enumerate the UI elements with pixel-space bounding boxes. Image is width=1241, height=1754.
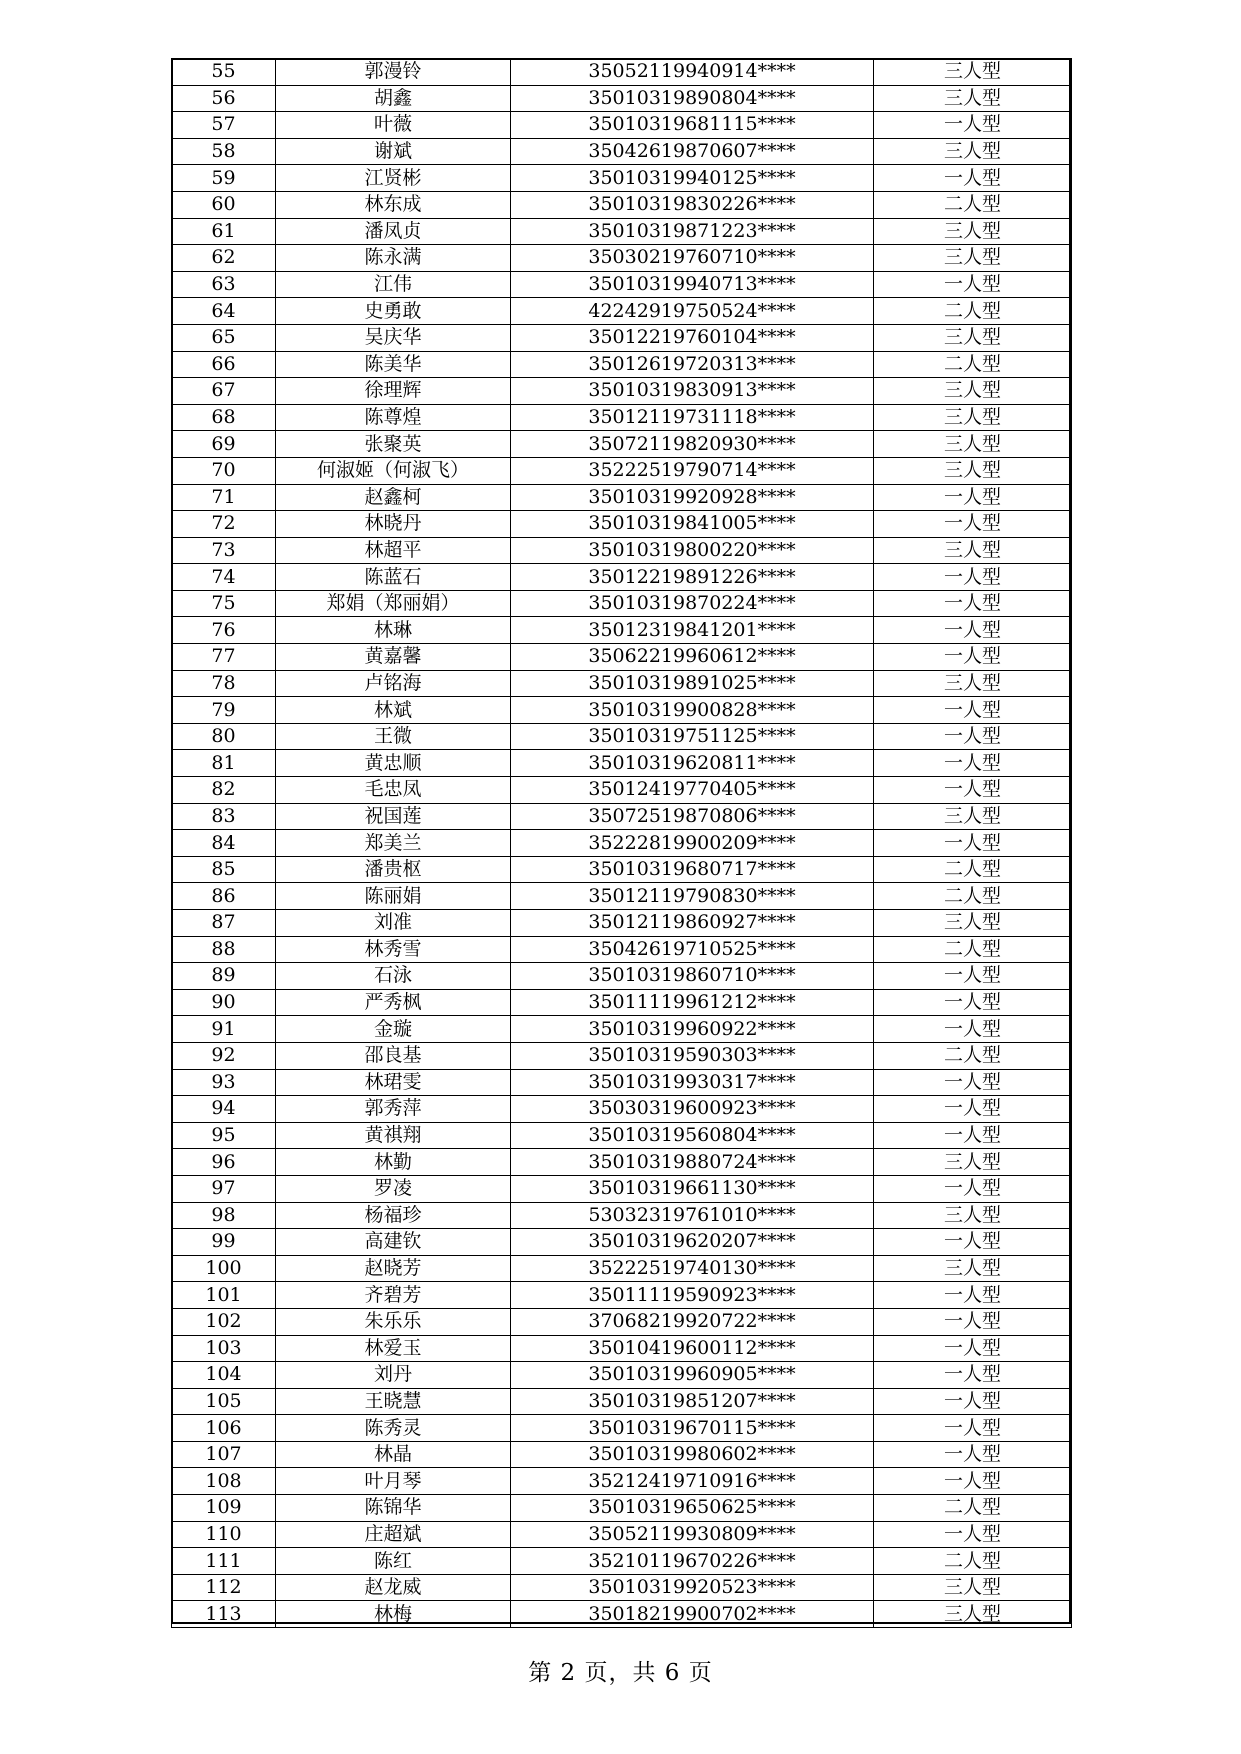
cell-index: 111 — [172, 1548, 276, 1575]
cell-index: 96 — [172, 1149, 276, 1176]
cell-name: 毛忠凤 — [276, 777, 511, 804]
cell-index: 56 — [172, 85, 276, 112]
cell-index: 76 — [172, 617, 276, 644]
cell-id-number: 35042619710525**** — [511, 936, 874, 963]
cell-type: 三人型 — [874, 378, 1072, 405]
cell-name: 郑美兰 — [276, 830, 511, 857]
cell-name: 谢斌 — [276, 138, 511, 165]
cell-type: 三人型 — [874, 1601, 1072, 1628]
cell-index: 62 — [172, 245, 276, 272]
table-row — [172, 1202, 1072, 1229]
cell-type: 一人型 — [874, 617, 1072, 644]
cell-index: 67 — [172, 378, 276, 405]
cell-name: 林珺雯 — [276, 1069, 511, 1096]
table-body — [172, 59, 1072, 1628]
cell-id-number: 35010319661130**** — [511, 1175, 874, 1202]
cell-type: 二人型 — [874, 936, 1072, 963]
cell-index: 59 — [172, 165, 276, 192]
cell-name: 石泳 — [276, 963, 511, 990]
cell-type: 三人型 — [874, 324, 1072, 351]
cell-name: 史勇敢 — [276, 298, 511, 325]
cell-type: 一人型 — [874, 777, 1072, 804]
cell-id-number: 35010319590303**** — [511, 1042, 874, 1069]
table-row — [172, 191, 1072, 218]
cell-type: 三人型 — [874, 245, 1072, 272]
cell-index: 100 — [172, 1255, 276, 1282]
table-row — [172, 936, 1072, 963]
cell-name: 叶月琴 — [276, 1468, 511, 1495]
cell-id-number: 35011119961212**** — [511, 989, 874, 1016]
table-row — [172, 1149, 1072, 1176]
cell-index: 71 — [172, 484, 276, 511]
cell-name: 陈美华 — [276, 351, 511, 378]
table-row — [172, 883, 1072, 910]
table-row — [172, 59, 1072, 86]
table-row — [172, 777, 1072, 804]
cell-index: 72 — [172, 511, 276, 538]
table-row — [172, 271, 1072, 298]
cell-name: 郭秀萍 — [276, 1096, 511, 1123]
table-row — [172, 298, 1072, 325]
table-row — [172, 1335, 1072, 1362]
cell-id-number: 42242919750524**** — [511, 298, 874, 325]
cell-id-number: 35222519740130**** — [511, 1255, 874, 1282]
cell-id-number: 35012619720313**** — [511, 351, 874, 378]
cell-index: 69 — [172, 431, 276, 458]
cell-id-number: 35010319830913**** — [511, 378, 874, 405]
cell-type: 二人型 — [874, 1042, 1072, 1069]
table-row — [172, 138, 1072, 165]
cell-name: 黄祺翔 — [276, 1122, 511, 1149]
cell-id-number: 35052119930809**** — [511, 1521, 874, 1548]
cell-id-number: 35010319680717**** — [511, 856, 874, 883]
cell-type: 三人型 — [874, 803, 1072, 830]
cell-index: 77 — [172, 644, 276, 671]
cell-index: 83 — [172, 803, 276, 830]
cell-type: 一人型 — [874, 511, 1072, 538]
cell-type: 三人型 — [874, 1574, 1072, 1601]
table-row — [172, 324, 1072, 351]
cell-name: 江伟 — [276, 271, 511, 298]
cell-type: 二人型 — [874, 1495, 1072, 1522]
table-row — [172, 1096, 1072, 1123]
table-row — [172, 1069, 1072, 1096]
table-row — [172, 484, 1072, 511]
table-row — [172, 1388, 1072, 1415]
cell-id-number: 35010319851207**** — [511, 1388, 874, 1415]
table-row — [172, 378, 1072, 405]
cell-id-number: 35030219760710**** — [511, 245, 874, 272]
cell-name: 黄嘉馨 — [276, 644, 511, 671]
cell-index: 89 — [172, 963, 276, 990]
cell-id-number: 35212419710916**** — [511, 1468, 874, 1495]
cell-index: 87 — [172, 910, 276, 937]
cell-id-number: 35222819900209**** — [511, 830, 874, 857]
cell-index: 66 — [172, 351, 276, 378]
cell-index: 64 — [172, 298, 276, 325]
cell-name: 陈永满 — [276, 245, 511, 272]
cell-name: 赵鑫柯 — [276, 484, 511, 511]
cell-index: 80 — [172, 723, 276, 750]
table-row — [172, 644, 1072, 671]
cell-id-number: 35030319600923**** — [511, 1096, 874, 1123]
table-row — [172, 989, 1072, 1016]
cell-index: 73 — [172, 537, 276, 564]
cell-name: 卢铭海 — [276, 670, 511, 697]
cell-index: 93 — [172, 1069, 276, 1096]
table-row — [172, 697, 1072, 724]
cell-index: 92 — [172, 1042, 276, 1069]
cell-index: 110 — [172, 1521, 276, 1548]
cell-id-number: 35072119820930**** — [511, 431, 874, 458]
cell-type: 一人型 — [874, 1122, 1072, 1149]
cell-index: 86 — [172, 883, 276, 910]
cell-type: 一人型 — [874, 271, 1072, 298]
table-row — [172, 1282, 1072, 1309]
cell-type: 三人型 — [874, 85, 1072, 112]
cell-index: 107 — [172, 1441, 276, 1468]
cell-type: 三人型 — [874, 1255, 1072, 1282]
cell-name: 陈丽娟 — [276, 883, 511, 910]
cell-id-number: 35010319960905**** — [511, 1362, 874, 1389]
table-row — [172, 112, 1072, 139]
cell-name: 刘丹 — [276, 1362, 511, 1389]
cell-index: 109 — [172, 1495, 276, 1522]
cell-type: 一人型 — [874, 644, 1072, 671]
table-row — [172, 511, 1072, 538]
table-row — [172, 1308, 1072, 1335]
cell-type: 一人型 — [874, 112, 1072, 139]
cell-id-number: 35012119790830**** — [511, 883, 874, 910]
table-row — [172, 1574, 1072, 1601]
cell-id-number: 53032319761010**** — [511, 1202, 874, 1229]
cell-id-number: 35012119860927**** — [511, 910, 874, 937]
cell-type: 一人型 — [874, 723, 1072, 750]
cell-type: 三人型 — [874, 1149, 1072, 1176]
cell-type: 一人型 — [874, 1096, 1072, 1123]
cell-type: 一人型 — [874, 1175, 1072, 1202]
cell-name: 陈红 — [276, 1548, 511, 1575]
cell-id-number: 35012319841201**** — [511, 617, 874, 644]
cell-name: 金璇 — [276, 1016, 511, 1043]
cell-name: 林斌 — [276, 697, 511, 724]
cell-name: 陈蓝石 — [276, 564, 511, 591]
cell-index: 112 — [172, 1574, 276, 1601]
cell-type: 三人型 — [874, 138, 1072, 165]
cell-name: 林梅 — [276, 1601, 511, 1628]
cell-index: 57 — [172, 112, 276, 139]
table-row — [172, 856, 1072, 883]
cell-name: 林秀雪 — [276, 936, 511, 963]
cell-name: 黄忠顺 — [276, 750, 511, 777]
table-row — [172, 750, 1072, 777]
table-row — [172, 245, 1072, 272]
cell-index: 63 — [172, 271, 276, 298]
cell-index: 85 — [172, 856, 276, 883]
table-row — [172, 830, 1072, 857]
cell-type: 三人型 — [874, 1202, 1072, 1229]
cell-name: 陈尊煌 — [276, 404, 511, 431]
cell-type: 一人型 — [874, 1388, 1072, 1415]
cell-id-number: 35010319930317**** — [511, 1069, 874, 1096]
cell-id-number: 35012219891226**** — [511, 564, 874, 591]
cell-index: 95 — [172, 1122, 276, 1149]
table-row — [172, 85, 1072, 112]
cell-id-number: 35010319871223**** — [511, 218, 874, 245]
cell-name: 罗凌 — [276, 1175, 511, 1202]
table-row — [172, 1175, 1072, 1202]
cell-type: 一人型 — [874, 1521, 1072, 1548]
table-row — [172, 1229, 1072, 1256]
table-row — [172, 1415, 1072, 1442]
cell-index: 98 — [172, 1202, 276, 1229]
cell-id-number: 35012119731118**** — [511, 404, 874, 431]
table-row — [172, 617, 1072, 644]
cell-index: 106 — [172, 1415, 276, 1442]
cell-type: 一人型 — [874, 989, 1072, 1016]
cell-name: 何淑姬（何淑飞） — [276, 457, 511, 484]
cell-type: 一人型 — [874, 1441, 1072, 1468]
cell-id-number: 37068219920722**** — [511, 1308, 874, 1335]
table-row — [172, 723, 1072, 750]
cell-id-number: 35010319940125**** — [511, 165, 874, 192]
cell-name: 胡鑫 — [276, 85, 511, 112]
cell-name: 潘凤贞 — [276, 218, 511, 245]
cell-id-number: 35010319620207**** — [511, 1229, 874, 1256]
cell-id-number: 35010319920928**** — [511, 484, 874, 511]
cell-id-number: 35010419600112**** — [511, 1335, 874, 1362]
cell-id-number: 35010319900828**** — [511, 697, 874, 724]
cell-index: 103 — [172, 1335, 276, 1362]
cell-id-number: 35011119590923**** — [511, 1282, 874, 1309]
cell-index: 108 — [172, 1468, 276, 1495]
cell-id-number: 35018219900702**** — [511, 1601, 874, 1628]
table-row — [172, 1548, 1072, 1575]
cell-type: 三人型 — [874, 404, 1072, 431]
table-row — [172, 1495, 1072, 1522]
cell-index: 101 — [172, 1282, 276, 1309]
cell-type: 一人型 — [874, 1415, 1072, 1442]
cell-name: 陈秀灵 — [276, 1415, 511, 1442]
cell-index: 61 — [172, 218, 276, 245]
cell-name: 王晓慧 — [276, 1388, 511, 1415]
cell-name: 邵良基 — [276, 1042, 511, 1069]
cell-type: 一人型 — [874, 1282, 1072, 1309]
cell-index: 79 — [172, 697, 276, 724]
cell-id-number: 35010319560804**** — [511, 1122, 874, 1149]
cell-id-number: 35010319620811**** — [511, 750, 874, 777]
cell-type: 三人型 — [874, 59, 1072, 86]
table-row — [172, 963, 1072, 990]
cell-index: 102 — [172, 1308, 276, 1335]
cell-id-number: 35012219760104**** — [511, 324, 874, 351]
cell-type: 一人型 — [874, 830, 1072, 857]
cell-id-number: 35010319830226**** — [511, 191, 874, 218]
cell-index: 74 — [172, 564, 276, 591]
cell-id-number: 35010319920523**** — [511, 1574, 874, 1601]
cell-index: 60 — [172, 191, 276, 218]
cell-name: 陈锦华 — [276, 1495, 511, 1522]
data-table — [171, 58, 1072, 1628]
cell-id-number: 35042619870607**** — [511, 138, 874, 165]
cell-type: 三人型 — [874, 910, 1072, 937]
table-row — [172, 1441, 1072, 1468]
cell-type: 一人型 — [874, 750, 1072, 777]
cell-name: 朱乐乐 — [276, 1308, 511, 1335]
table-row — [172, 564, 1072, 591]
table-row — [172, 404, 1072, 431]
table-row — [172, 803, 1072, 830]
cell-id-number: 35010319860710**** — [511, 963, 874, 990]
cell-type: 三人型 — [874, 537, 1072, 564]
cell-id-number: 35062219960612**** — [511, 644, 874, 671]
cell-type: 一人型 — [874, 1468, 1072, 1495]
cell-id-number: 35012419770405**** — [511, 777, 874, 804]
cell-type: 三人型 — [874, 431, 1072, 458]
table-row — [172, 457, 1072, 484]
cell-index: 68 — [172, 404, 276, 431]
cell-index: 75 — [172, 590, 276, 617]
cell-id-number: 35010319891025**** — [511, 670, 874, 697]
cell-name: 庄超斌 — [276, 1521, 511, 1548]
table-row — [172, 1016, 1072, 1043]
cell-name: 潘贵枢 — [276, 856, 511, 883]
cell-type: 一人型 — [874, 564, 1072, 591]
cell-type: 一人型 — [874, 590, 1072, 617]
cell-name: 吴庆华 — [276, 324, 511, 351]
table-row — [172, 1362, 1072, 1389]
cell-index: 81 — [172, 750, 276, 777]
cell-type: 一人型 — [874, 484, 1072, 511]
cell-type: 一人型 — [874, 1229, 1072, 1256]
cell-name: 林超平 — [276, 537, 511, 564]
cell-type: 二人型 — [874, 191, 1072, 218]
table-row — [172, 590, 1072, 617]
cell-name: 林晶 — [276, 1441, 511, 1468]
cell-type: 三人型 — [874, 670, 1072, 697]
table-row — [172, 1601, 1072, 1628]
cell-id-number: 35010319751125**** — [511, 723, 874, 750]
cell-type: 一人型 — [874, 1362, 1072, 1389]
table-row — [172, 670, 1072, 697]
cell-index: 105 — [172, 1388, 276, 1415]
cell-name: 林琳 — [276, 617, 511, 644]
cell-type: 三人型 — [874, 218, 1072, 245]
cell-type: 二人型 — [874, 883, 1072, 910]
cell-type: 一人型 — [874, 697, 1072, 724]
cell-type: 一人型 — [874, 1069, 1072, 1096]
cell-index: 82 — [172, 777, 276, 804]
table-row — [172, 1122, 1072, 1149]
cell-index: 88 — [172, 936, 276, 963]
cell-index: 58 — [172, 138, 276, 165]
data-table-container — [171, 58, 1071, 1628]
table-row — [172, 165, 1072, 192]
cell-index: 97 — [172, 1175, 276, 1202]
cell-index: 99 — [172, 1229, 276, 1256]
cell-name: 刘准 — [276, 910, 511, 937]
cell-id-number: 35010319800220**** — [511, 537, 874, 564]
cell-id-number: 35010319880724**** — [511, 1149, 874, 1176]
cell-type: 二人型 — [874, 298, 1072, 325]
table-row — [172, 351, 1072, 378]
table-row — [172, 1468, 1072, 1495]
cell-id-number: 35222519790714**** — [511, 457, 874, 484]
cell-name: 徐理辉 — [276, 378, 511, 405]
cell-name: 郑娟（郑丽娟） — [276, 590, 511, 617]
cell-id-number: 35010319980602**** — [511, 1441, 874, 1468]
cell-id-number: 35010319940713**** — [511, 271, 874, 298]
cell-type: 二人型 — [874, 856, 1072, 883]
cell-name: 林晓丹 — [276, 511, 511, 538]
page-footer: 第 2 页，共 6 页 — [528, 1660, 713, 1686]
table-row — [172, 1042, 1072, 1069]
cell-id-number: 35010319841005**** — [511, 511, 874, 538]
cell-id-number: 35010319870224**** — [511, 590, 874, 617]
cell-id-number: 35052119940914**** — [511, 59, 874, 86]
cell-name: 王微 — [276, 723, 511, 750]
cell-index: 113 — [172, 1601, 276, 1628]
cell-id-number: 35010319890804**** — [511, 85, 874, 112]
cell-name: 赵晓芳 — [276, 1255, 511, 1282]
cell-type: 一人型 — [874, 1335, 1072, 1362]
cell-type: 一人型 — [874, 1016, 1072, 1043]
cell-id-number: 35010319650625**** — [511, 1495, 874, 1522]
cell-name: 严秀枫 — [276, 989, 511, 1016]
table-row — [172, 537, 1072, 564]
table-row — [172, 910, 1072, 937]
cell-index: 84 — [172, 830, 276, 857]
cell-type: 二人型 — [874, 351, 1072, 378]
cell-index: 78 — [172, 670, 276, 697]
cell-type: 一人型 — [874, 165, 1072, 192]
cell-id-number: 35072519870806**** — [511, 803, 874, 830]
cell-name: 齐碧芳 — [276, 1282, 511, 1309]
cell-index: 90 — [172, 989, 276, 1016]
cell-index: 70 — [172, 457, 276, 484]
cell-type: 三人型 — [874, 457, 1072, 484]
cell-name: 郭漫铃 — [276, 59, 511, 86]
cell-index: 55 — [172, 59, 276, 86]
cell-type: 二人型 — [874, 1548, 1072, 1575]
table-row — [172, 431, 1072, 458]
cell-name: 林东成 — [276, 191, 511, 218]
cell-name: 赵龙威 — [276, 1574, 511, 1601]
cell-name: 江贤彬 — [276, 165, 511, 192]
table-row — [172, 1255, 1072, 1282]
cell-index: 94 — [172, 1096, 276, 1123]
cell-id-number: 35010319670115**** — [511, 1415, 874, 1442]
cell-name: 张聚英 — [276, 431, 511, 458]
table-row — [172, 218, 1072, 245]
cell-name: 杨福珍 — [276, 1202, 511, 1229]
cell-name: 高建钦 — [276, 1229, 511, 1256]
cell-name: 祝国莲 — [276, 803, 511, 830]
table-row — [172, 1521, 1072, 1548]
cell-index: 104 — [172, 1362, 276, 1389]
cell-index: 65 — [172, 324, 276, 351]
cell-id-number: 35010319960922**** — [511, 1016, 874, 1043]
cell-type: 一人型 — [874, 1308, 1072, 1335]
cell-name: 林勤 — [276, 1149, 511, 1176]
cell-id-number: 35210119670226**** — [511, 1548, 874, 1575]
cell-id-number: 35010319681115**** — [511, 112, 874, 139]
cell-name: 叶薇 — [276, 112, 511, 139]
cell-type: 一人型 — [874, 963, 1072, 990]
cell-index: 91 — [172, 1016, 276, 1043]
cell-name: 林爱玉 — [276, 1335, 511, 1362]
